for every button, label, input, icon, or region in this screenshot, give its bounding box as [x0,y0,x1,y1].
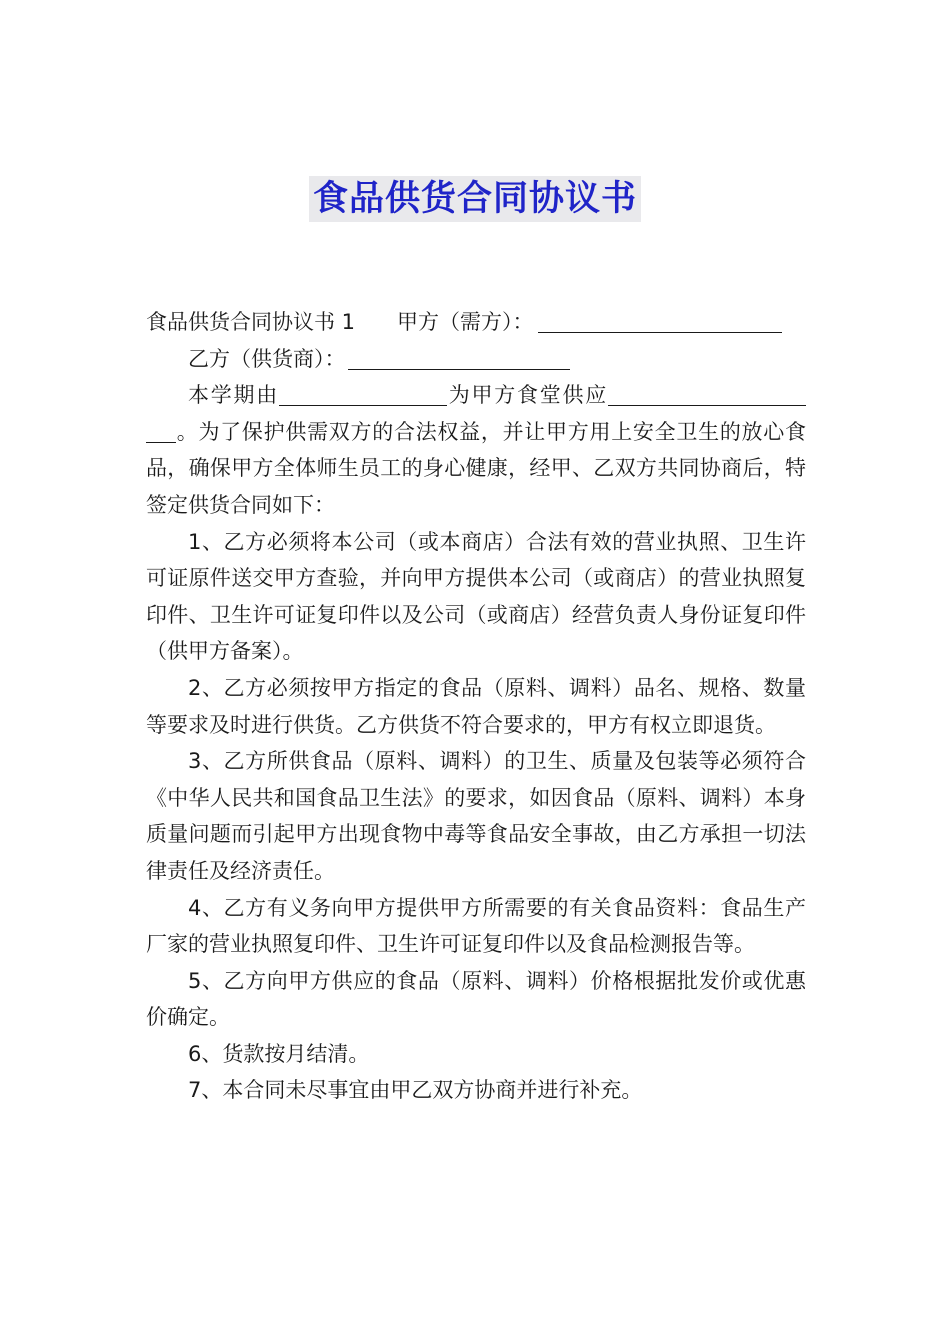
document-title: 食品供货合同协议书 [309,176,641,222]
supply-items-blank [608,379,806,406]
party-b-label: 乙方（供货商）： [188,346,346,371]
clause-6: 6、货款按月结清。 [188,1041,370,1066]
party-b-line [146,341,806,378]
clause-7: 7、本合同未尽事宜由甲乙双方协商并进行补充。 [188,1078,643,1103]
party-a-label: 甲方（需方）： [397,310,534,334]
party-a-blank [538,306,772,333]
intro-part-1: 本学期由 [188,383,279,408]
header-line [146,304,806,341]
clause-1: 1、乙方必须将本公司（或本商店）合法有效的营业执照、卫生许可证原件送交甲方查验，并向甲方提供本公司（或商店）的营业执照复印件、卫生许可证复印件以及公司（或商店）经营负责人身份证复印件（供甲方备案）。 [146,529,806,664]
clause-3: 3、乙方所供食品（原料、调料）的卫生、质量及包装等必须符合《中华人民共和国食品卫生法》的要求，如因食品（原料、调料）本身质量问题而引起甲方出现食物中毒等食品安全事故，由乙方承担一切法律责任及经济责任。 [146,749,806,883]
intro-paragraph [146,377,806,523]
party-a-blank-tail [772,306,782,333]
clause-5: 5、乙方向甲方供应的食品（原料、调料）价格根据批发价或优惠价确定。 [146,968,806,1030]
document-body [146,304,806,1109]
intro-part-2: 为甲方食堂供应 [447,383,608,408]
intro-part-3: 。为了保护供需双方的合法权益，并让甲方用上安全卫生的放心食品，确保甲方全体师生员工的身心健康，经甲、乙双方共同协商后，特签定供货合同如下： [146,419,806,517]
clause-4: 4、乙方有义务向甲方提供甲方所需要的有关食品资料：食品生产厂家的营业执照复印件、卫生许可证复印件以及食品检测报告等。 [146,895,806,957]
supplier-name-blank [279,379,447,406]
document-name: 食品供货合同协议书 1 [146,310,356,334]
supply-items-blank-tail [146,416,176,443]
clause-2: 2、乙方必须按甲方指定的食品（原料、调料）品名、规格、数量等要求及时进行供货。乙方供货不符合要求的，甲方有权立即退货。 [146,675,806,737]
party-b-blank [348,343,570,370]
title-container [0,176,950,222]
